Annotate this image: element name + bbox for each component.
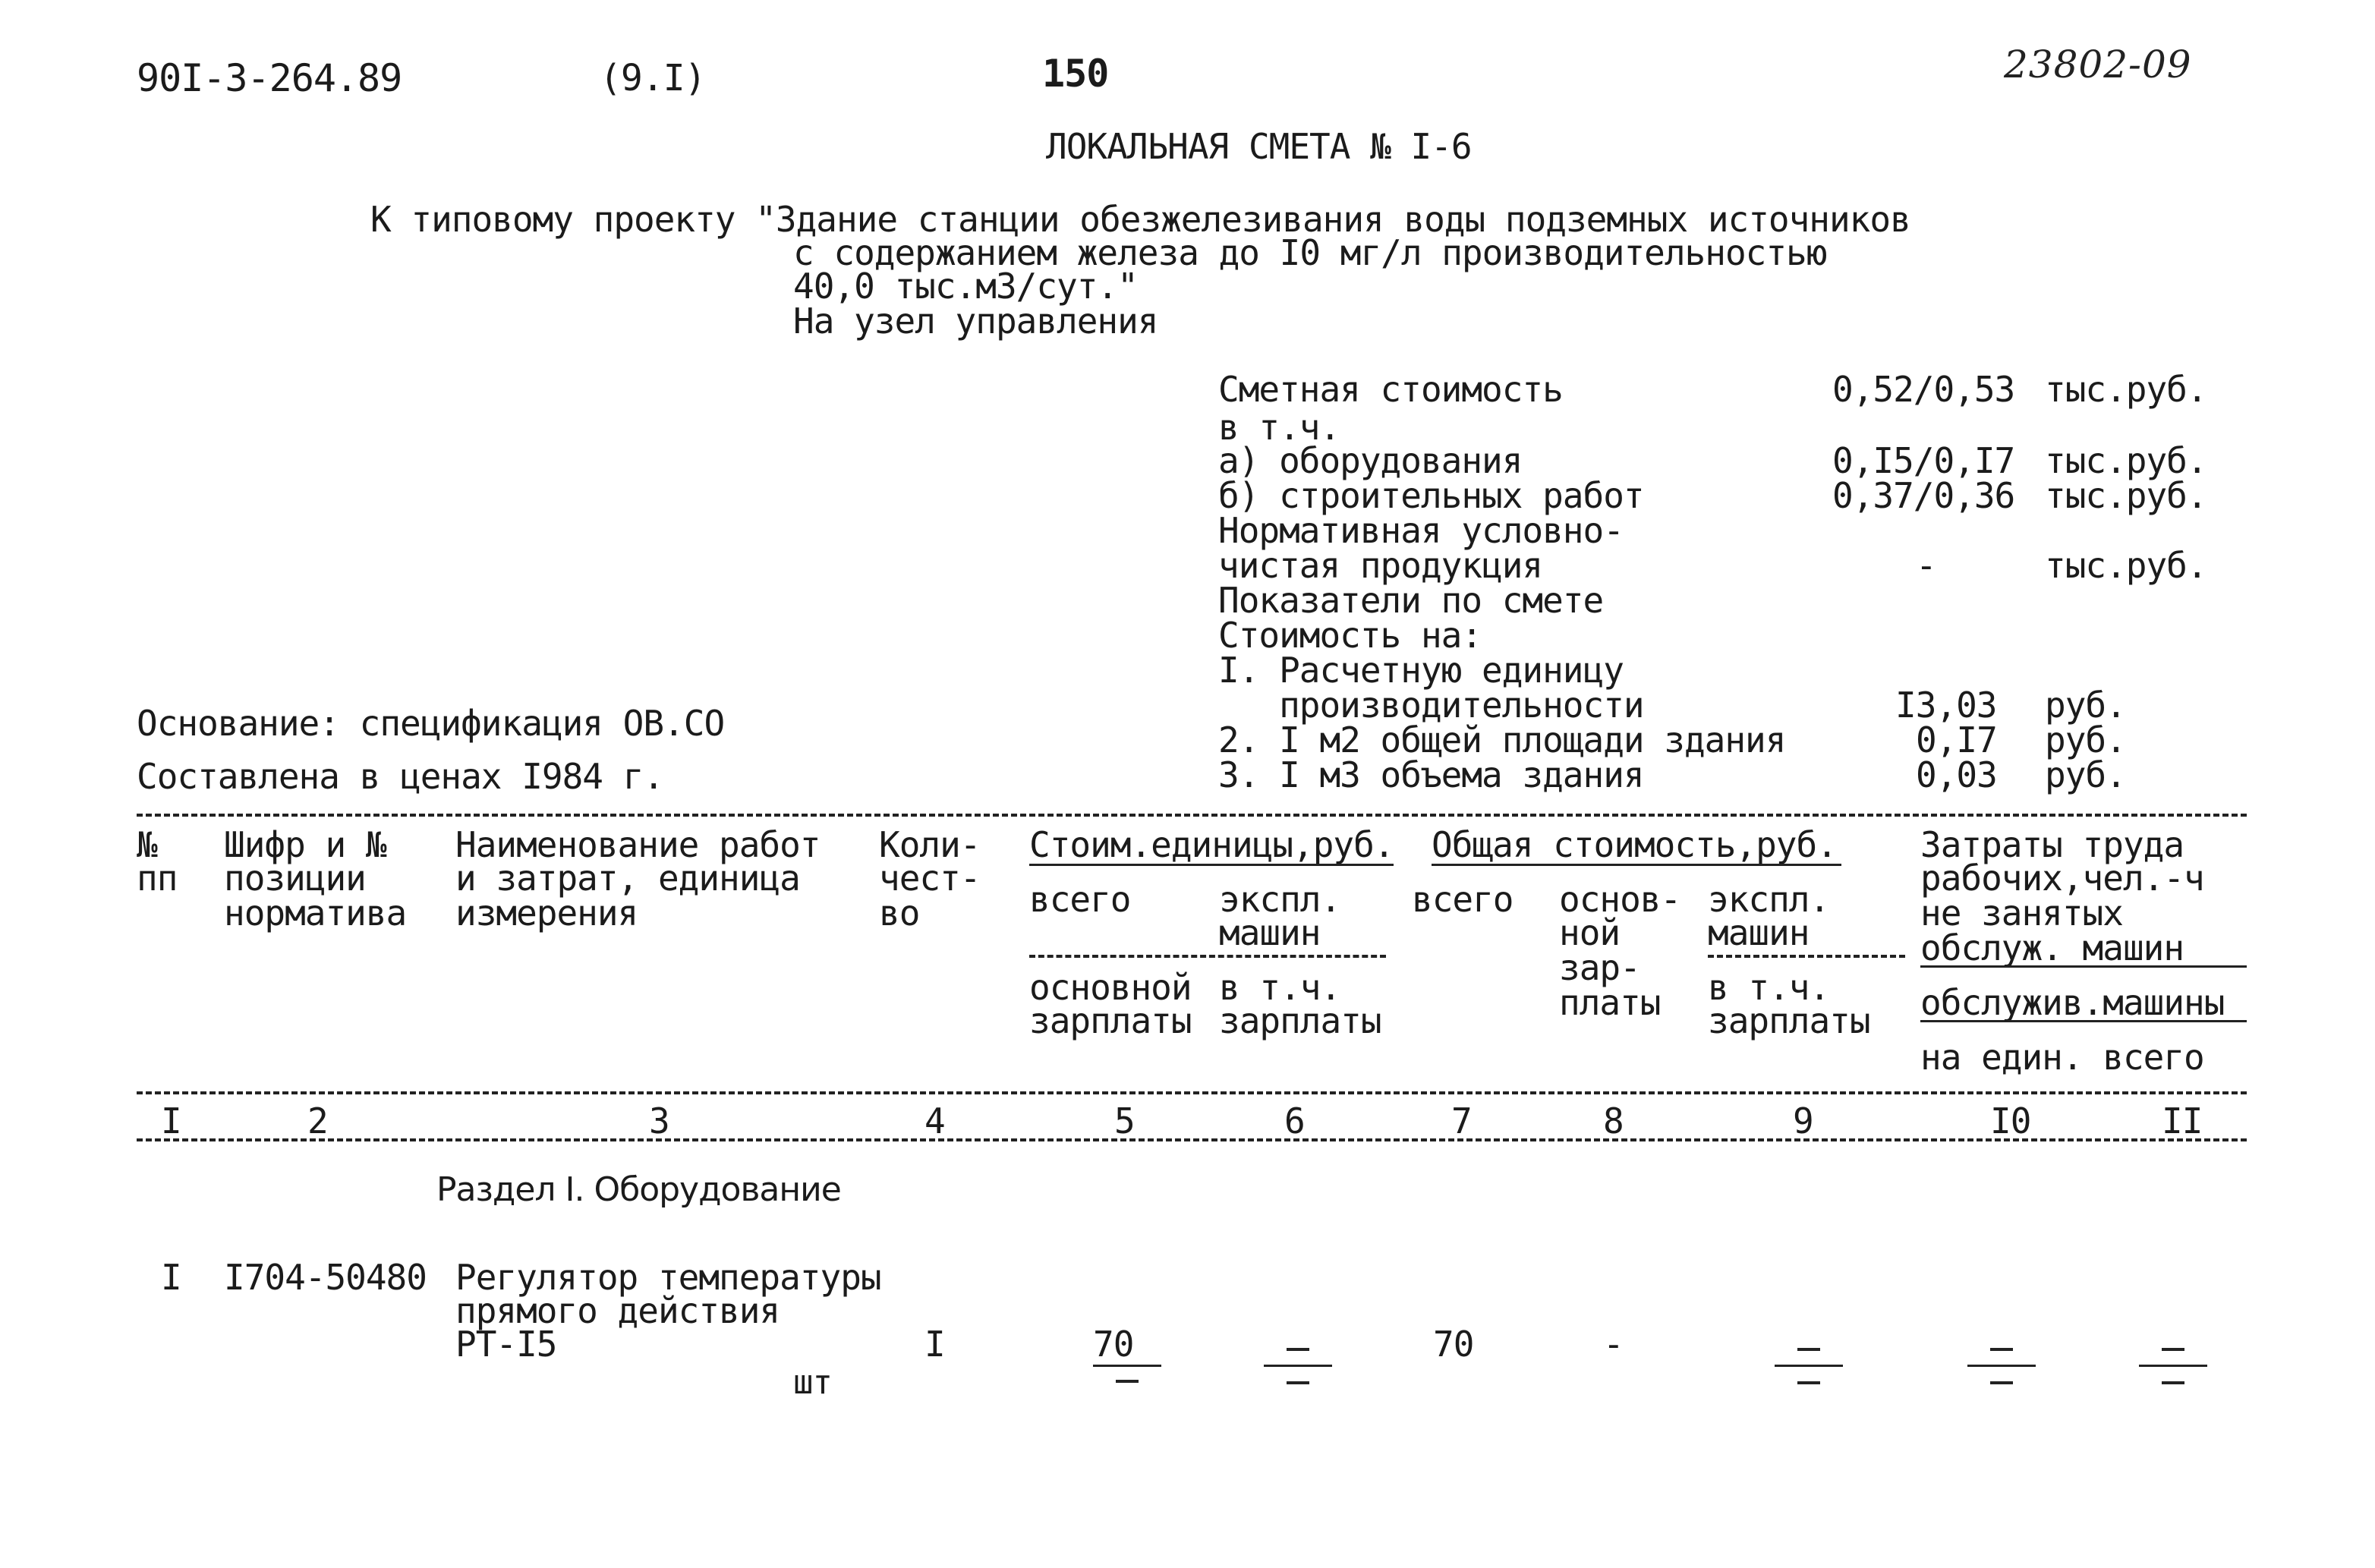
col-number: 9 bbox=[1793, 1100, 1813, 1141]
unit-cost-underline bbox=[1029, 864, 1394, 866]
unit-machines-header: машин bbox=[1219, 912, 1321, 953]
item-name: РТ-I5 bbox=[455, 1324, 557, 1365]
item-unit: шт bbox=[793, 1363, 832, 1402]
summary-unit: руб. bbox=[2045, 685, 2126, 726]
labor-service-header: обслужив.машины bbox=[1920, 982, 2225, 1023]
item-code: I704-50480 bbox=[224, 1257, 427, 1298]
col2-header: норматива bbox=[224, 893, 407, 934]
unit-cost-fraction-bar bbox=[1093, 1365, 1161, 1367]
col3-header: измерения bbox=[455, 893, 638, 934]
summary-label: чистая продукция bbox=[1218, 545, 1543, 586]
total-salary-header: зар- bbox=[1559, 947, 1640, 988]
summary-label: I. Расчетную единицу bbox=[1218, 650, 1624, 691]
unit-salary-dash bbox=[1116, 1380, 1139, 1383]
col-number: II bbox=[2162, 1100, 2203, 1141]
labor-per-unit-header: на един. всего bbox=[1920, 1037, 2204, 1078]
col4-header: Коли- bbox=[879, 824, 981, 865]
labor-machines-underline bbox=[1920, 965, 2247, 968]
summary-unit: тыс.руб. bbox=[2045, 475, 2207, 516]
total-cost: 70 bbox=[1433, 1324, 1474, 1365]
handwritten-archive-number: 23802-09 bbox=[2004, 43, 2192, 87]
project-code: 90I-3-264.89 bbox=[137, 56, 402, 100]
summary-label: Показатели по смете bbox=[1218, 580, 1604, 621]
total-sub-rule bbox=[1708, 955, 1905, 958]
summary-unit: тыс.руб. bbox=[2045, 440, 2207, 481]
total-machine-salary-header: в т.ч. bbox=[1708, 967, 1830, 1008]
col-number: 8 bbox=[1603, 1100, 1624, 1141]
total-machine-salary-header: зарплаты bbox=[1708, 1000, 1870, 1041]
unit-cost-header: Стоим.единицы,руб. bbox=[1029, 824, 1394, 865]
summary-label: б) строительных работ bbox=[1218, 475, 1644, 516]
item-quantity: I bbox=[924, 1324, 945, 1365]
intro-line-4: На узел управления bbox=[793, 301, 1158, 342]
total-machines-header: машин bbox=[1708, 912, 1810, 953]
unit-machines-header: экспл. bbox=[1219, 879, 1341, 920]
intro-line-1: К типовому проекту "Здание станции обезжелезивания воды подземных источников bbox=[370, 199, 1910, 240]
unit-total-header: всего bbox=[1029, 879, 1131, 920]
col-number: I0 bbox=[1990, 1100, 2031, 1141]
labor-service-underline bbox=[1920, 1020, 2247, 1022]
summary-unit: руб. bbox=[2045, 754, 2126, 795]
intro-line-2: с содержанием железа до I0 мг/л производительностью bbox=[793, 232, 1827, 273]
total-cost-underline bbox=[1432, 864, 1841, 866]
item-name: Регулятор температуры bbox=[455, 1257, 881, 1298]
total-cost-header: Общая стоимость,руб. bbox=[1432, 824, 1837, 865]
col2-header: Шифр и № bbox=[224, 824, 386, 865]
total-header: всего bbox=[1412, 879, 1514, 920]
unit-sub-rule bbox=[1029, 955, 1386, 958]
item-name: прямого действия bbox=[455, 1290, 780, 1331]
summary-label: 2. I м2 общей площади здания bbox=[1218, 719, 1786, 760]
total-salary-header: основ- bbox=[1559, 879, 1681, 920]
summary-value: 0,I7 bbox=[1916, 719, 1997, 760]
col4-header: во bbox=[879, 893, 920, 934]
labor-header: Затраты труда bbox=[1920, 824, 2184, 865]
summary-label: Стоимость на: bbox=[1218, 615, 1482, 656]
document-title: ЛОКАЛЬНАЯ СМЕТА № I-6 bbox=[1046, 126, 1472, 167]
section-title: Раздел I. Оборудование bbox=[436, 1170, 841, 1209]
summary-value: 0,I5/0,I7 bbox=[1832, 440, 2015, 481]
intro-line-3: 40,0 тыс.м3/сут." bbox=[793, 266, 1138, 307]
unit-machine-salary-header: в т.ч. bbox=[1219, 967, 1341, 1008]
prices-text: Составлена в ценах I984 г. bbox=[137, 756, 664, 797]
col3-header: и затрат, единица bbox=[455, 858, 800, 899]
total-base-salary: - bbox=[1603, 1324, 1624, 1365]
summary-label: производительности bbox=[1218, 685, 1644, 726]
table-top-rule bbox=[137, 814, 2247, 817]
col-number: I bbox=[161, 1100, 181, 1141]
summary-label: Нормативная условно- bbox=[1218, 510, 1624, 551]
total-salary-header: ной bbox=[1559, 912, 1621, 953]
unit-salary-header: зарплаты bbox=[1029, 1000, 1192, 1041]
col4-header: чест- bbox=[879, 858, 981, 899]
volume-number: (9.I) bbox=[600, 57, 706, 99]
summary-value: 0,03 bbox=[1916, 754, 1997, 795]
summary-unit: тыс.руб. bbox=[2045, 369, 2207, 410]
summary-value: - bbox=[1916, 545, 1936, 586]
unit-cost-total: 70 bbox=[1093, 1324, 1134, 1365]
column-numbers-rule bbox=[137, 1138, 2247, 1141]
summary-unit: руб. bbox=[2045, 719, 2126, 760]
summary-label: в т.ч. bbox=[1218, 407, 1340, 448]
item-number: I bbox=[161, 1257, 181, 1298]
summary-label: а) оборудования bbox=[1218, 440, 1523, 481]
unit-salary-header: основной bbox=[1029, 967, 1192, 1008]
labor-machines-header: обслуж. машин bbox=[1920, 927, 2184, 968]
table-header-rule bbox=[137, 1091, 2247, 1094]
col3-header: Наименование работ bbox=[455, 824, 821, 865]
labor-header: не занятых bbox=[1920, 893, 2123, 934]
col-number: 3 bbox=[649, 1100, 669, 1141]
col2-header: позиции bbox=[224, 858, 366, 899]
unit-machine-salary-header: зарплаты bbox=[1219, 1000, 1381, 1041]
col-number: 6 bbox=[1284, 1100, 1305, 1141]
col-number: 7 bbox=[1451, 1100, 1472, 1141]
labor-header: рабочих,чел.-ч bbox=[1920, 858, 2204, 899]
summary-value: I3,03 bbox=[1895, 685, 1997, 726]
total-machines-header: экспл. bbox=[1708, 879, 1830, 920]
col1-header: пп bbox=[137, 858, 178, 899]
summary-value: 0,37/0,36 bbox=[1832, 475, 2015, 516]
summary-value: 0,52/0,53 bbox=[1832, 369, 2015, 410]
col-number: 5 bbox=[1114, 1100, 1135, 1141]
page-number: 150 bbox=[1042, 52, 1109, 96]
col-number: 4 bbox=[924, 1100, 945, 1141]
col1-header: № bbox=[137, 824, 157, 865]
col-number: 2 bbox=[307, 1100, 328, 1141]
summary-label: 3. I м3 объема здания bbox=[1218, 754, 1644, 795]
total-salary-header: платы bbox=[1559, 982, 1661, 1023]
summary-unit: тыс.руб. bbox=[2045, 545, 2207, 586]
summary-label: Сметная стоимость bbox=[1218, 369, 1563, 410]
basis-text: Основание: спецификация ОВ.СО bbox=[137, 703, 725, 744]
